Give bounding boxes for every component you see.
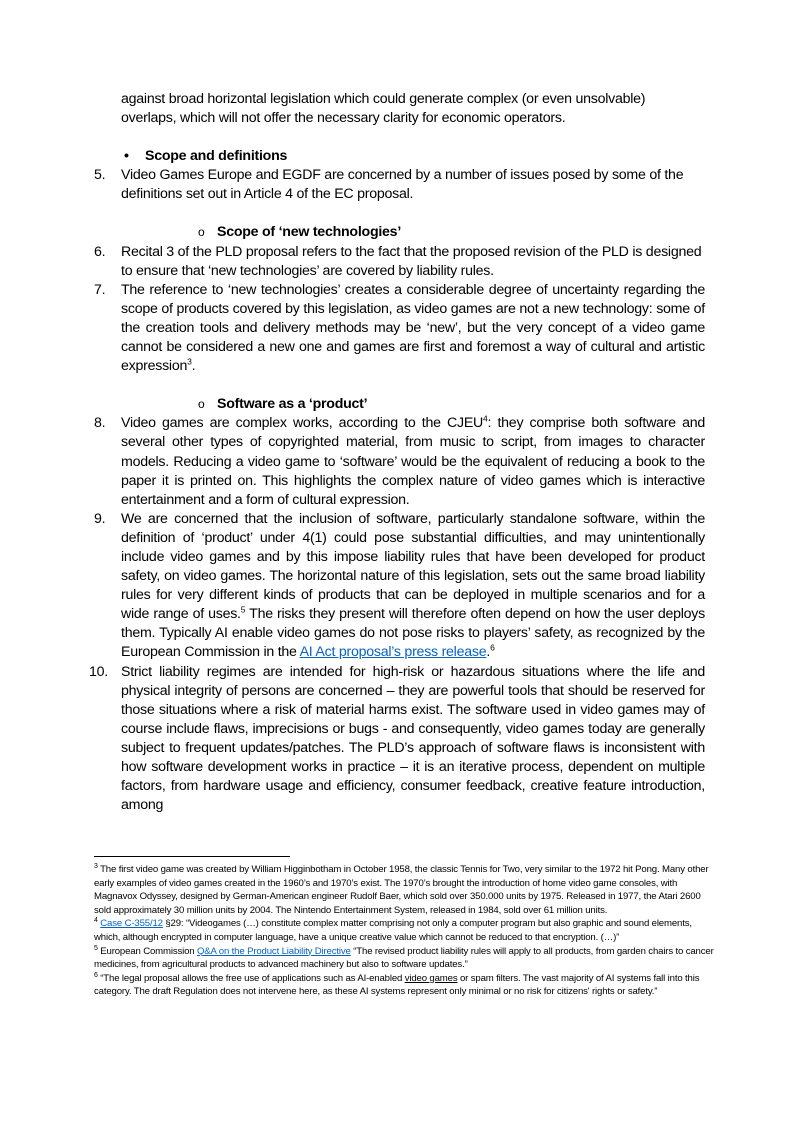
paragraph-text-continued: : they comprise both software and several other types of copyrighted material, from music to script, from images to character models. Reducing a video game to ‘software’ would be the equivalent of reducing a book to the paper it is printed on. This highlights the complex nature of video games which is interactive entertainment and a form of cultural expression.: [121, 415, 705, 508]
pld-qa-link[interactable]: Q&A on the Product Liability Directive: [196, 945, 351, 957]
subsection-heading-software-product: [94, 395, 705, 414]
paragraph-number: 9.: [94, 510, 106, 527]
footnote-text-prefix: “The legal proposal allows the free use of applications such as AI-enabled: [97, 972, 405, 984]
footnote-separator: [94, 856, 290, 857]
subsection-heading-label: Software as a ‘product’: [217, 396, 368, 413]
footnote-4: [94, 917, 714, 944]
paragraph-10: [89, 663, 705, 816]
spacer: [94, 128, 705, 147]
paragraph-number: 7.: [94, 281, 106, 298]
paragraph-number: 8.: [94, 415, 106, 432]
intro-continuation-line-1: against broad horizontal legislation which could generate complex (or even unsolvable): [121, 91, 646, 107]
spacer: [94, 376, 705, 395]
paragraph-text: Video Games Europe and EGDF are concerned by a number of issues posed by some of the definitions set out in Article 4 of the EC proposal.: [121, 167, 684, 203]
paragraph-tail: .: [486, 644, 491, 661]
spacer: [94, 204, 705, 223]
subsection-heading-label: Scope of ‘new technologies’: [217, 224, 402, 241]
paragraph-text: We are concerned that the inclusion of software, particularly standalone software, within the definition of ‘product’ under 4(1) could pose substantial difficulties, and may unintentionally include video games and by this impose liability rules that have been developed for product safety, on video games. The horizontal nature of this legislation, sets out the same broad liability rules for very different kinds of products that can be deployed in multiple scenarios and for a wide range of uses.: [121, 510, 705, 623]
footnote-number: 5: [94, 944, 98, 952]
paragraph-tail: .: [191, 358, 196, 375]
paragraph-text: Video games are complex works, according to the CJEU: [121, 415, 484, 432]
paragraph-number: 10.: [89, 663, 108, 680]
bullet-icon: •: [124, 148, 129, 165]
paragraph-number: 6.: [94, 243, 106, 260]
section-heading-scope-definitions: [94, 147, 705, 166]
footnote-ref-5[interactable]: 5: [240, 604, 246, 615]
paragraph-6: [94, 243, 705, 281]
paragraph-text-continued: The risks they present will therefore often depend on how the user deploys them. Typically AI enable video games do not pose risks to players’ safety, as recognized by the European Commission in the: [121, 606, 705, 661]
footnote-text: or spam filters. The vast majority of AI systems fall into this category. The draft Regulation does not intervene here, as these AI systems represent only minimal or no risk for citizens' rights or safety.”: [94, 972, 700, 998]
footnote-text: §29: “Videogames (…) constitute complex matter comprising not only a computer program but also graphic and sound elements, which, although encrypted in computer language, have a unique creative value which cannot be reduced to that encryption. (…)”: [94, 918, 692, 943]
hollow-bullet-icon: o: [198, 397, 205, 412]
hollow-bullet-icon: o: [198, 225, 205, 240]
footnote-text-prefix: European Commission: [97, 945, 197, 957]
ai-act-press-release-link[interactable]: AI Act proposal’s press release: [299, 644, 487, 661]
footnote-ref-6[interactable]: 6: [490, 642, 495, 653]
body-text: [89, 90, 705, 815]
paragraph-9: [94, 510, 705, 663]
footnote-3: [94, 863, 714, 917]
paragraph-7: [94, 281, 705, 376]
footnote-ref-4[interactable]: 4: [483, 413, 488, 424]
subsection-heading-new-technologies: [94, 223, 705, 242]
intro-continuation-line-2: overlaps, which will not offer the necessary clarity for economic operators.: [121, 110, 566, 127]
paragraph-5: [94, 166, 705, 204]
paragraph-text: Strict liability regimes are intended for high-risk or hazardous situations where the life and physical integrity of persons are concerned – they are powerful tools that should be reserved for those situations where a risk of material harms exist. The software used in video games may of course include flaws, imprecisions or bugs - and consequently, video games today are generally subject to frequent updates/patches. The PLD’s approach of software flaws is inconsistent with how software development works in practice – it is an iterative process, dependent on multiple factors, from hardware usage and efficiency, consumer feedback, creative feature introduction, among: [121, 663, 705, 814]
paragraph-text: The reference to ‘new technologies’ creates a considerable degree of uncertainty regarding the scope of products covered by this legislation, as video games are not a new technology: some of the creation tools and delivery methods may be ‘new’, but the very concept of a video game cannot be considered a new one and games are first and foremost a way of cultural and artistic expression: [121, 281, 705, 375]
footnote-text: “The revised product liability rules will apply to all products, from garden chairs to cancer medicines, from agricultural products to advanced machinery but also to software updates.”: [94, 945, 714, 971]
footnote-number: 4: [94, 917, 98, 925]
paragraph-text: Recital 3 of the PLD proposal refers to the fact that the proposed revision of the PLD is designed to ensure that ‘new technologies’ are covered by liability rules.: [121, 243, 702, 279]
underlined-video-games: video games: [404, 972, 458, 984]
case-c-355-12-link[interactable]: Case C-355/12: [100, 918, 163, 930]
footnote-number: 6: [94, 971, 98, 979]
section-heading-label: Scope and definitions: [145, 148, 288, 165]
footnote-ref-3[interactable]: 3: [187, 356, 192, 367]
footnote-text: The first video game was created by William Higginbotham in October 1958, the classic Tennis for Two, very similar to the 1972 hit Pong. Many other early examples of video games created in the 1960’s and 1970’s exist. The 1970’s brought the introduction of home video game consoles, with Magnavox Odyssey, designed by German-American engineer Rudolf Baer, which sold over 350.000 units by 1975. Released in 1977, the Atari 2600 sold approximately 30 million units by 2004. The Nintendo Entertainment System, released in 1984, sold over 61 million units.: [94, 864, 709, 916]
footnote-5: [94, 945, 714, 972]
footnote-6: [94, 972, 714, 999]
footnotes: [94, 863, 714, 999]
paragraph-8: [94, 414, 705, 509]
paragraph-number: 5.: [94, 167, 106, 184]
footnote-number: 3: [94, 862, 98, 870]
